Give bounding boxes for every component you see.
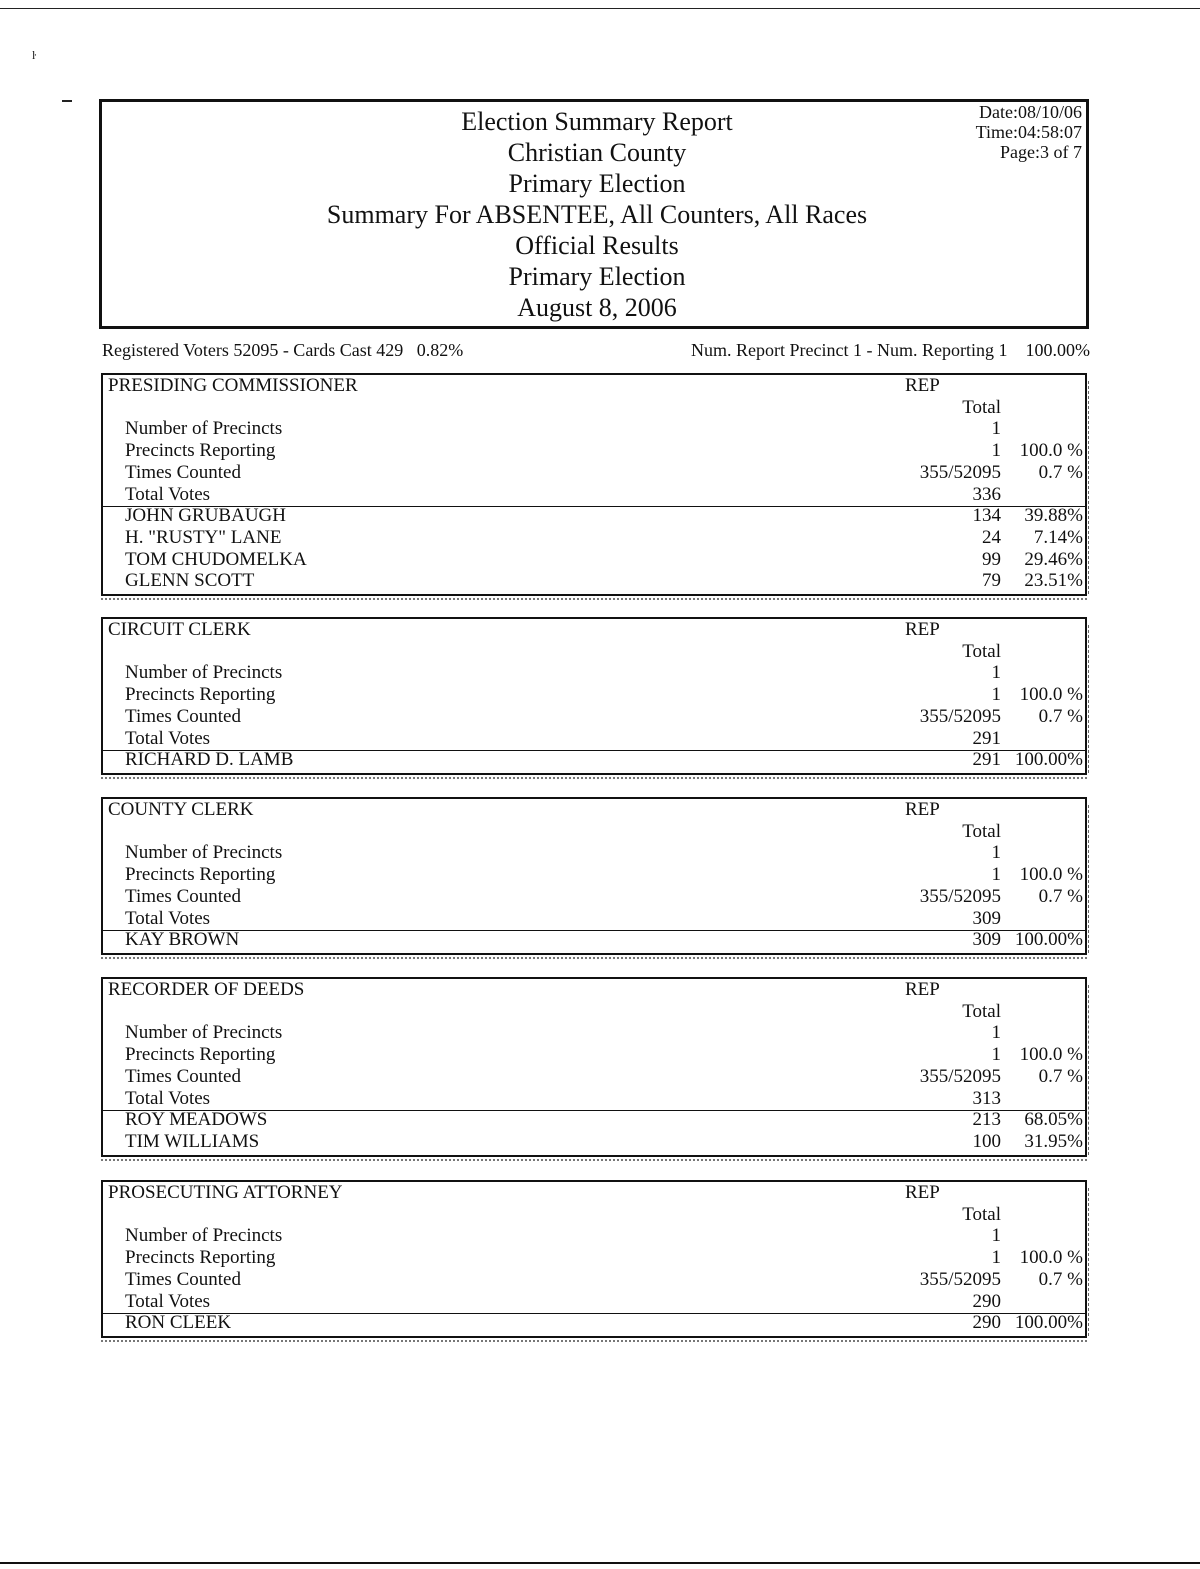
candidate-votes: 24 xyxy=(982,526,1001,548)
stat-value: 1 xyxy=(991,864,1001,886)
candidate-votes: 79 xyxy=(982,570,1001,592)
candidate-percent: 29.46% xyxy=(1024,548,1083,570)
stat-label: Precincts Reporting xyxy=(125,1044,276,1066)
scan-artifact xyxy=(1088,1188,1095,1336)
candidate-votes: 100 xyxy=(972,1130,1001,1152)
candidate-percent: 68.05% xyxy=(1024,1109,1083,1131)
race-box xyxy=(101,373,1087,596)
column-header-row xyxy=(103,1204,1085,1226)
candidate-votes: 134 xyxy=(972,505,1001,527)
candidate-row xyxy=(103,549,1085,571)
stat-value: 1 xyxy=(991,1044,1001,1066)
candidate-percent: 23.51% xyxy=(1024,570,1083,592)
race-box xyxy=(101,977,1087,1157)
candidate-row xyxy=(103,505,1085,527)
stat-label: Number of Precincts xyxy=(125,1022,283,1044)
scan-edge-bottom xyxy=(0,1562,1200,1564)
stat-value: 355/52095 xyxy=(919,885,1001,907)
stat-row xyxy=(103,684,1085,706)
stat-label: Times Counted xyxy=(125,885,241,907)
stat-percent: 0.7 % xyxy=(1038,705,1083,727)
stat-value: 355/52095 xyxy=(919,461,1001,483)
report-title: Election Summary Report xyxy=(461,107,733,136)
report-header xyxy=(99,99,1089,329)
candidate-row xyxy=(103,929,1085,951)
stat-label: Total Votes xyxy=(125,1087,211,1109)
stat-row xyxy=(103,662,1085,684)
stat-row xyxy=(103,908,1085,930)
stat-row xyxy=(103,418,1085,440)
summary-scope: Summary For ABSENTEE, All Counters, All Races xyxy=(326,200,868,229)
stat-value: 313 xyxy=(972,1087,1001,1109)
race-title-row xyxy=(103,799,1085,821)
stat-value: 1 xyxy=(991,1022,1001,1044)
stat-label: Precincts Reporting xyxy=(125,864,276,886)
county-name: Christian County xyxy=(507,138,687,167)
candidate-row xyxy=(103,570,1085,592)
stat-label: Total Votes xyxy=(125,483,211,505)
stat-row xyxy=(103,484,1085,506)
candidate-votes: 290 xyxy=(972,1312,1001,1334)
stat-value: 309 xyxy=(972,907,1001,929)
race-title: COUNTY CLERK xyxy=(108,799,254,820)
stat-row xyxy=(103,886,1085,908)
report-meta xyxy=(976,102,1082,162)
stat-row xyxy=(103,1044,1085,1066)
stat-label: Number of Precincts xyxy=(125,842,283,864)
stat-value: 1 xyxy=(991,1247,1001,1269)
total-column-header: Total xyxy=(962,1203,1001,1225)
candidate-name: GLENN SCOTT xyxy=(125,570,255,592)
stat-percent: 100.0 % xyxy=(1019,1044,1083,1066)
candidate-name: TOM CHUDOMELKA xyxy=(125,548,307,570)
election-type: Primary Election xyxy=(508,169,686,198)
candidate-votes: 99 xyxy=(982,548,1001,570)
candidate-row xyxy=(103,749,1085,771)
stat-label: Number of Precincts xyxy=(125,662,283,684)
results-status: Official Results xyxy=(515,231,679,260)
stat-value: 1 xyxy=(991,440,1001,462)
candidate-votes: 291 xyxy=(972,749,1001,771)
candidate-percent: 100.00% xyxy=(1014,749,1083,771)
scan-artifact xyxy=(1088,381,1095,594)
page-number: Page:3 of 7 xyxy=(1000,142,1082,162)
scan-artifact xyxy=(1088,805,1095,953)
stat-row xyxy=(103,1225,1085,1247)
stat-value: 1 xyxy=(991,684,1001,706)
candidate-name: RICHARD D. LAMB xyxy=(125,749,294,771)
candidate-votes: 309 xyxy=(972,929,1001,951)
party-label: REP xyxy=(905,1182,940,1203)
reporting-summary: Num. Report Precinct 1 - Num. Reporting 1 100.00% xyxy=(691,340,1090,360)
stat-label: Precincts Reporting xyxy=(125,1247,276,1269)
race-title: PROSECUTING ATTORNEY xyxy=(108,1182,343,1203)
stat-value: 336 xyxy=(972,483,1001,505)
race-title-row xyxy=(103,979,1085,1001)
stat-label: Times Counted xyxy=(125,1065,241,1087)
candidate-percent: 7.14% xyxy=(1033,526,1083,548)
election-name: Primary Election xyxy=(508,262,686,291)
stat-percent: 100.0 % xyxy=(1019,684,1083,706)
candidate-percent: 100.00% xyxy=(1014,1312,1083,1334)
stat-row xyxy=(103,1269,1085,1291)
candidate-votes: 213 xyxy=(972,1109,1001,1131)
stat-row xyxy=(103,842,1085,864)
stat-label: Total Votes xyxy=(125,727,211,749)
report-time: Time:04:58:07 xyxy=(975,122,1082,142)
race-title: PRESIDING COMMISSIONER xyxy=(108,375,358,396)
stat-row xyxy=(103,1247,1085,1269)
total-column-header: Total xyxy=(962,820,1001,842)
race-box xyxy=(101,1180,1087,1338)
stat-value: 290 xyxy=(972,1290,1001,1312)
stat-value: 291 xyxy=(972,727,1001,749)
party-label: REP xyxy=(905,375,940,396)
race-box xyxy=(101,797,1087,955)
stat-percent: 0.7 % xyxy=(1038,461,1083,483)
race-title-row xyxy=(103,375,1085,397)
stat-percent: 100.0 % xyxy=(1019,440,1083,462)
stat-value: 1 xyxy=(991,418,1001,440)
stat-value: 1 xyxy=(991,842,1001,864)
column-header-row xyxy=(103,821,1085,843)
stat-label: Precincts Reporting xyxy=(125,684,276,706)
stat-value: 355/52095 xyxy=(919,705,1001,727)
report-title-block xyxy=(102,106,1092,323)
column-header-row xyxy=(103,397,1085,419)
candidate-row xyxy=(103,1312,1085,1334)
stat-value: 1 xyxy=(991,662,1001,684)
stat-row xyxy=(103,440,1085,462)
party-label: REP xyxy=(905,799,940,820)
stat-row xyxy=(103,728,1085,750)
stat-value: 1 xyxy=(991,1225,1001,1247)
candidate-name: ROY MEADOWS xyxy=(125,1109,268,1131)
candidate-name: JOHN GRUBAUGH xyxy=(125,505,286,527)
stat-percent: 0.7 % xyxy=(1038,1268,1083,1290)
stat-label: Times Counted xyxy=(125,705,241,727)
stat-label: Number of Precincts xyxy=(125,418,283,440)
scan-artifact xyxy=(1088,985,1095,1155)
stat-label: Total Votes xyxy=(125,1290,211,1312)
stat-label: Times Counted xyxy=(125,1268,241,1290)
election-date: August 8, 2006 xyxy=(517,293,677,322)
stat-row xyxy=(103,1088,1085,1110)
candidate-name: TIM WILLIAMS xyxy=(125,1130,260,1152)
race-title: RECORDER OF DEEDS xyxy=(108,979,305,1000)
column-header-row xyxy=(103,1001,1085,1023)
stat-percent: 0.7 % xyxy=(1038,1065,1083,1087)
stat-row xyxy=(103,706,1085,728)
total-column-header: Total xyxy=(962,396,1001,418)
candidate-name: H. "RUSTY" LANE xyxy=(125,526,282,548)
stat-percent: 100.0 % xyxy=(1019,864,1083,886)
stat-label: Precincts Reporting xyxy=(125,440,276,462)
report-date: Date:08/10/06 xyxy=(979,102,1082,122)
race-title-row xyxy=(103,619,1085,641)
scan-speck xyxy=(62,100,72,102)
stat-label: Total Votes xyxy=(125,907,211,929)
registered-voters-summary: Registered Voters 52095 - Cards Cast 429 0.82% xyxy=(102,340,464,360)
stat-row xyxy=(103,462,1085,484)
stat-value: 355/52095 xyxy=(919,1268,1001,1290)
scan-artifact xyxy=(1088,625,1095,773)
stat-percent: 0.7 % xyxy=(1038,885,1083,907)
scan-edge-top xyxy=(0,8,1200,9)
column-header-row xyxy=(103,641,1085,663)
race-title: CIRCUIT CLERK xyxy=(108,619,251,640)
total-column-header: Total xyxy=(962,640,1001,662)
race-title-row xyxy=(103,1182,1085,1204)
candidate-row xyxy=(103,1109,1085,1131)
stat-label: Number of Precincts xyxy=(125,1225,283,1247)
stat-row xyxy=(103,1066,1085,1088)
candidate-row xyxy=(103,527,1085,549)
race-box xyxy=(101,617,1087,775)
candidate-percent: 39.88% xyxy=(1024,505,1083,527)
stat-row xyxy=(103,864,1085,886)
party-label: REP xyxy=(905,619,940,640)
stat-label: Times Counted xyxy=(125,461,241,483)
candidate-percent: 100.00% xyxy=(1014,929,1083,951)
stat-row xyxy=(103,1022,1085,1044)
scan-speck: ŀ xyxy=(32,48,37,62)
stat-percent: 100.0 % xyxy=(1019,1247,1083,1269)
candidate-name: RON CLEEK xyxy=(125,1312,232,1334)
party-label: REP xyxy=(905,979,940,1000)
candidate-name: KAY BROWN xyxy=(125,929,240,951)
candidate-percent: 31.95% xyxy=(1024,1130,1083,1152)
candidate-row xyxy=(103,1131,1085,1153)
stat-value: 355/52095 xyxy=(919,1065,1001,1087)
total-column-header: Total xyxy=(962,1000,1001,1022)
stat-row xyxy=(103,1291,1085,1313)
